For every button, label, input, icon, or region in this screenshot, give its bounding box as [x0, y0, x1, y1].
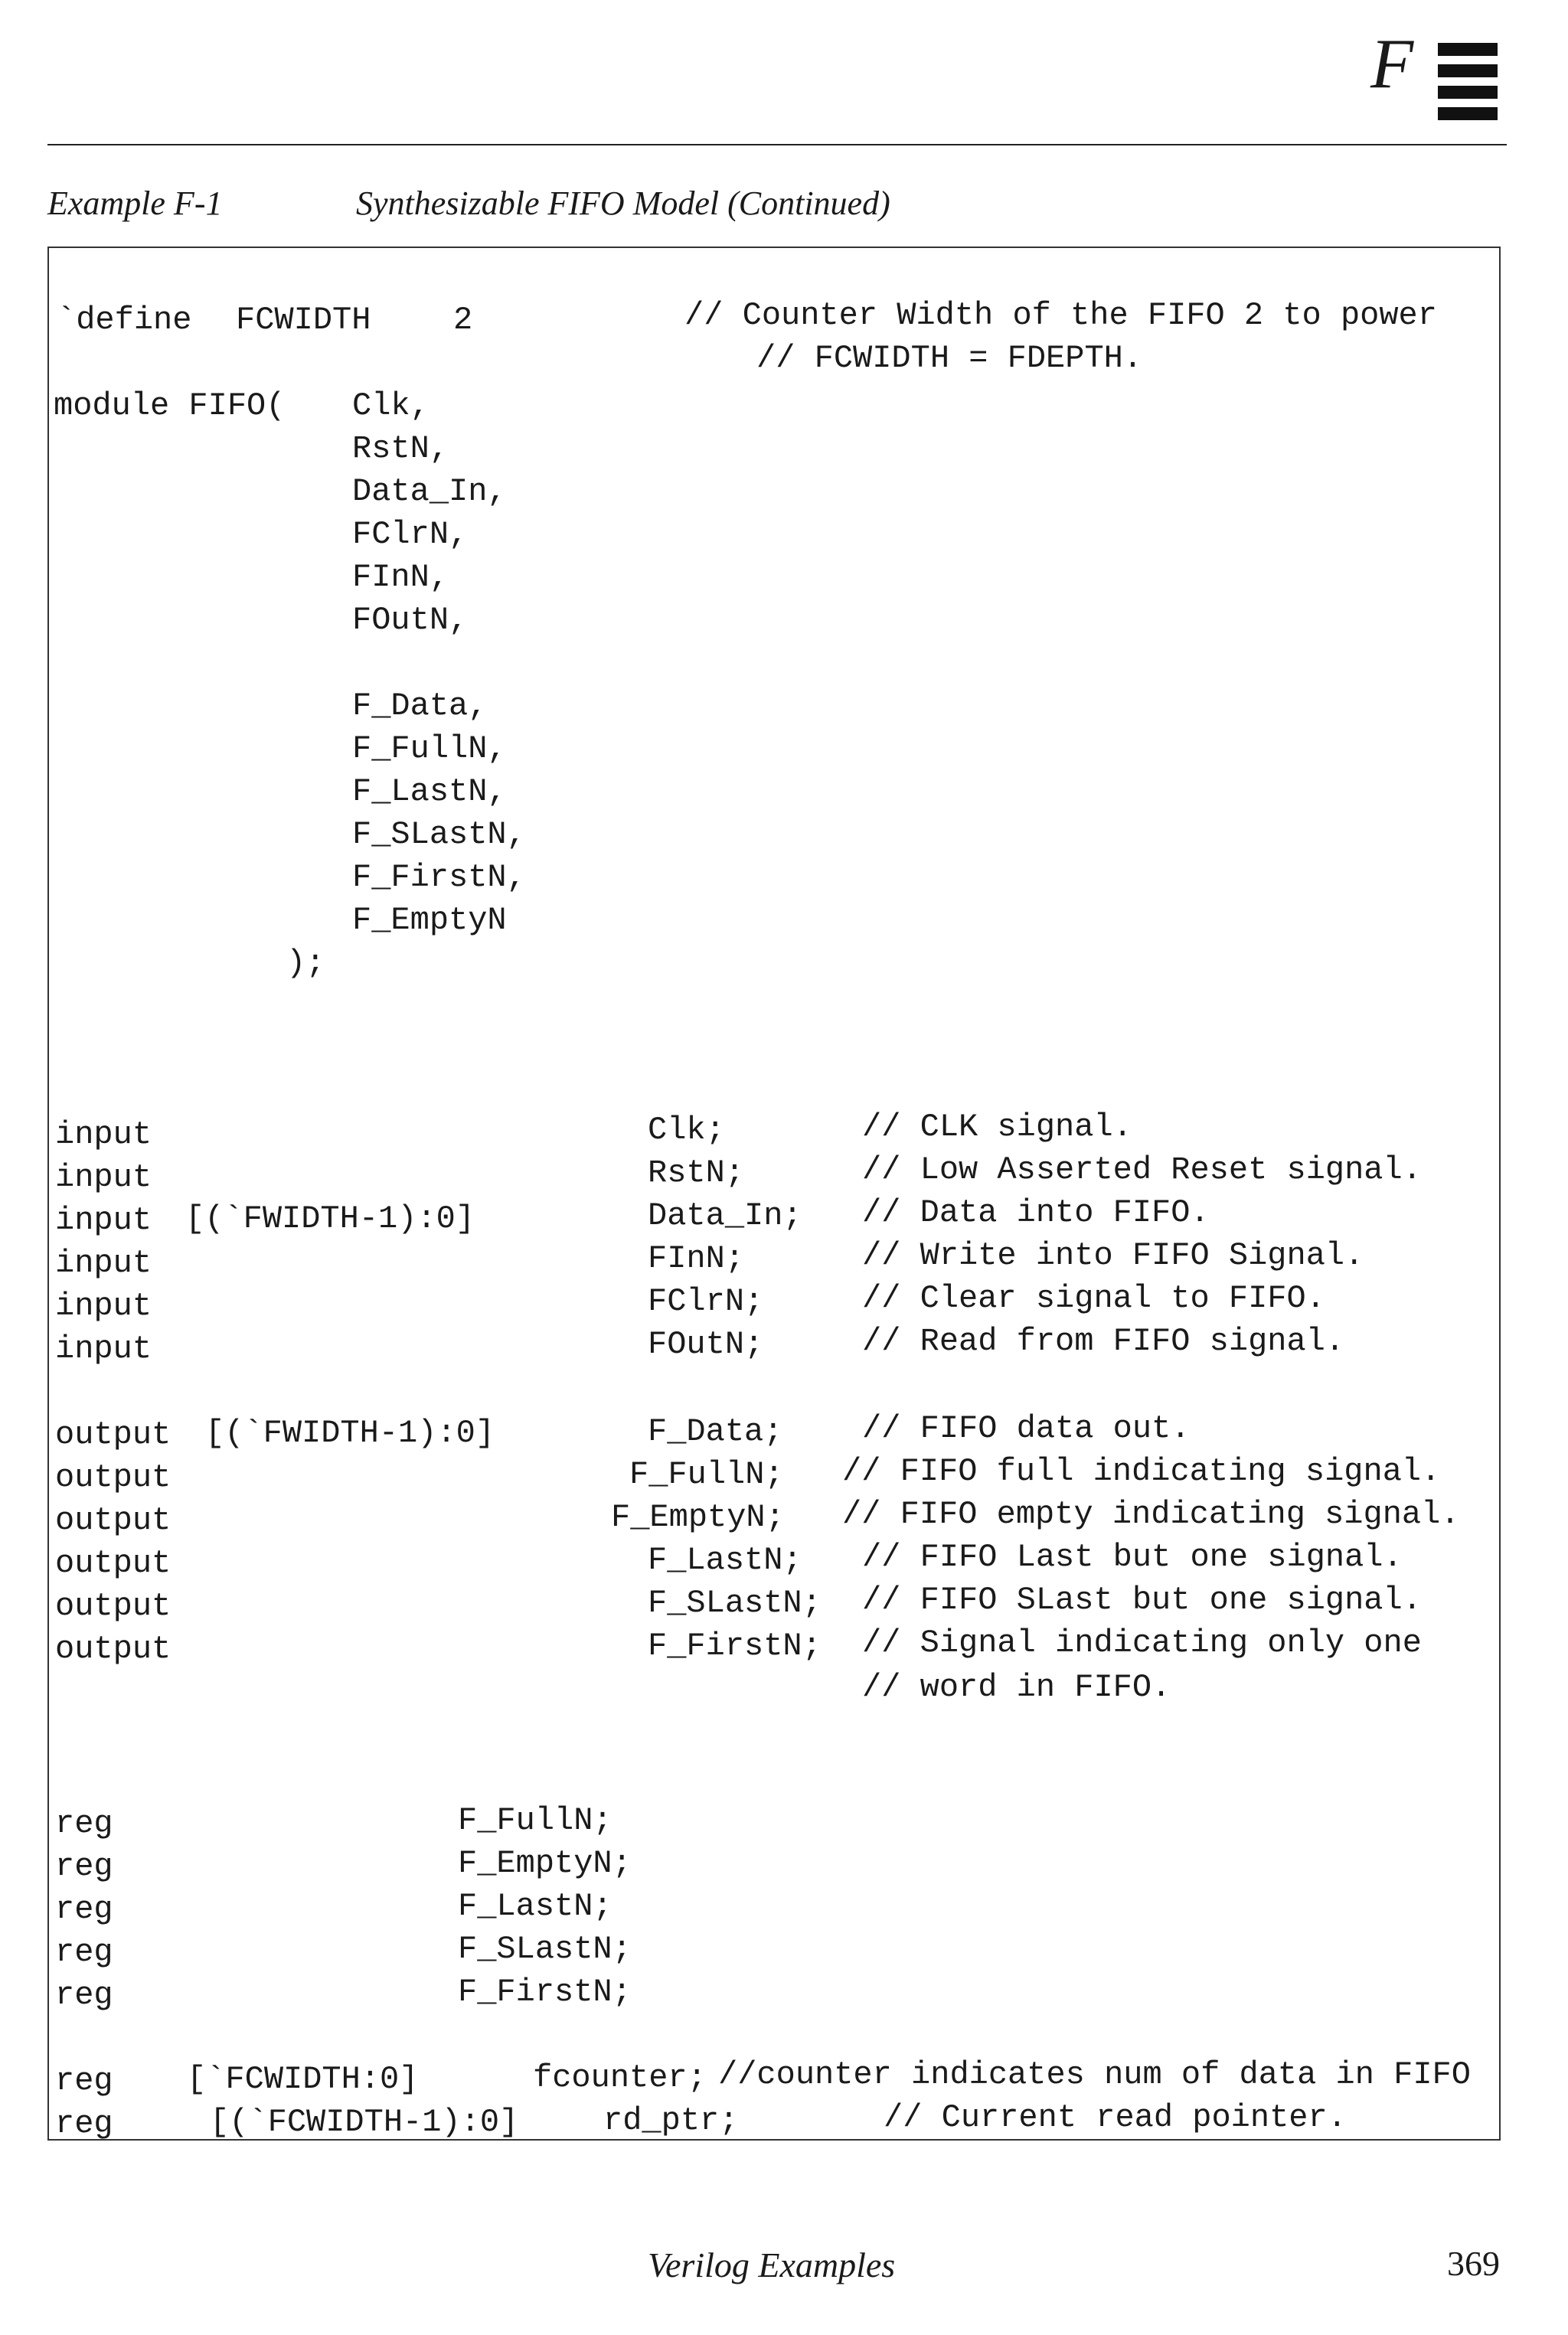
- reg-keyword: reg: [55, 2062, 113, 2099]
- reg-name: rd_ptr;: [603, 2102, 739, 2139]
- output-comment: // FIFO SLast but one signal.: [862, 1582, 1422, 1618]
- port-item: Clk,: [352, 387, 430, 424]
- output-name: F_LastN;: [648, 1542, 802, 1579]
- reg-keyword: reg: [55, 1934, 113, 1971]
- port-item: FInN,: [352, 559, 449, 596]
- define-keyword: `define: [57, 302, 192, 338]
- input-keyword: input: [55, 1331, 152, 1367]
- example-label: Example F-1: [47, 185, 223, 222]
- port-item: F_SLastN,: [352, 816, 526, 853]
- reg-name: F_LastN;: [458, 1888, 612, 1925]
- module-close: );: [286, 945, 325, 981]
- output-keyword: output: [55, 1416, 172, 1453]
- header-rule: [47, 144, 1507, 145]
- output-comment: // FIFO empty indicating signal.: [842, 1496, 1460, 1533]
- reg-name: F_FullN;: [458, 1802, 612, 1839]
- input-comment: // CLK signal.: [862, 1109, 1132, 1145]
- reg-keyword: reg: [55, 1977, 113, 2013]
- input-comment: // Clear signal to FIFO.: [862, 1280, 1325, 1317]
- output-comment: // FIFO full indicating signal.: [842, 1453, 1441, 1490]
- example-title: Synthesizable FIFO Model (Continued): [356, 185, 890, 222]
- reg-name: F_EmptyN;: [458, 1845, 632, 1882]
- chapter-letter: F: [1370, 24, 1414, 103]
- port-item: Data_In,: [352, 473, 507, 510]
- input-name: Clk;: [648, 1112, 725, 1148]
- output-keyword: output: [55, 1502, 172, 1539]
- reg-comment: // Current read pointer.: [884, 2099, 1347, 2136]
- output-name: F_SLastN;: [648, 1585, 822, 1621]
- reg-name: F_FirstN;: [458, 1974, 632, 2010]
- input-comment: // Read from FIFO signal.: [862, 1323, 1345, 1360]
- footer-title: Verilog Examples: [648, 2245, 896, 2284]
- code-listing: [47, 247, 1501, 2141]
- port-item: FOutN,: [352, 602, 469, 638]
- chapter-tab-marker: [1438, 43, 1498, 129]
- output-name: F_FirstN;: [648, 1628, 822, 1664]
- input-name: Data_In;: [648, 1197, 802, 1234]
- output-name: F_EmptyN;: [611, 1499, 785, 1536]
- output-keyword: output: [55, 1588, 172, 1625]
- input-comment: // Write into FIFO Signal.: [862, 1237, 1364, 1274]
- define-comment-cont: // FCWIDTH = FDEPTH.: [756, 340, 1143, 377]
- input-comment: // Data into FIFO.: [862, 1194, 1210, 1231]
- reg-keyword: reg: [55, 2105, 113, 2142]
- port-item: F_EmptyN: [352, 902, 507, 939]
- output-name: F_Data;: [648, 1413, 783, 1450]
- port-item: F_FirstN,: [352, 859, 526, 896]
- reg-keyword: reg: [55, 1805, 113, 1842]
- output-range: [(`FWIDTH-1):0]: [205, 1415, 495, 1452]
- input-keyword: input: [55, 1202, 152, 1239]
- reg-range: [`FCWIDTH:0]: [187, 2061, 419, 2098]
- input-name: RstN;: [648, 1154, 745, 1191]
- input-keyword: input: [55, 1245, 152, 1282]
- output-comment: // Signal indicating only one: [862, 1625, 1422, 1661]
- define-name: FCWIDTH: [236, 302, 371, 338]
- port-item: F_FullN,: [352, 730, 507, 767]
- output-keyword: output: [55, 1631, 172, 1667]
- port-item: FClrN,: [352, 516, 469, 553]
- page-number: 369: [1447, 2244, 1500, 2283]
- input-name: FInN;: [648, 1240, 745, 1277]
- output-keyword: output: [55, 1459, 172, 1496]
- reg-name: fcounter;: [533, 2059, 707, 2096]
- reg-keyword: reg: [55, 1848, 113, 1885]
- reg-range: [(`FCWIDTH-1):0]: [210, 2104, 519, 2141]
- port-item: F_LastN,: [352, 773, 507, 810]
- input-keyword: input: [55, 1288, 152, 1324]
- input-keyword: input: [55, 1116, 152, 1153]
- define-value: 2: [453, 302, 473, 338]
- reg-keyword: reg: [55, 1891, 113, 1928]
- input-name: FClrN;: [648, 1283, 764, 1320]
- reg-name: F_SLastN;: [458, 1931, 632, 1968]
- input-range: [(`FWIDTH-1):0]: [185, 1200, 475, 1237]
- output-comment-cont: // word in FIFO.: [862, 1669, 1171, 1706]
- input-name: FOutN;: [648, 1326, 764, 1363]
- output-comment: // FIFO Last but one signal.: [862, 1539, 1403, 1576]
- output-comment: // FIFO data out.: [862, 1410, 1191, 1447]
- port-item: RstN,: [352, 430, 449, 467]
- input-keyword: input: [55, 1159, 152, 1196]
- input-comment: // Low Asserted Reset signal.: [862, 1151, 1422, 1188]
- output-name: F_FullN;: [629, 1456, 784, 1493]
- module-declaration: module FIFO(: [54, 387, 286, 424]
- port-item: F_Data,: [352, 687, 488, 724]
- output-keyword: output: [55, 1545, 172, 1582]
- define-comment: // Counter Width of the FIFO 2 to power: [684, 297, 1437, 334]
- reg-comment: //counter indicates num of data in FIFO: [718, 2056, 1471, 2093]
